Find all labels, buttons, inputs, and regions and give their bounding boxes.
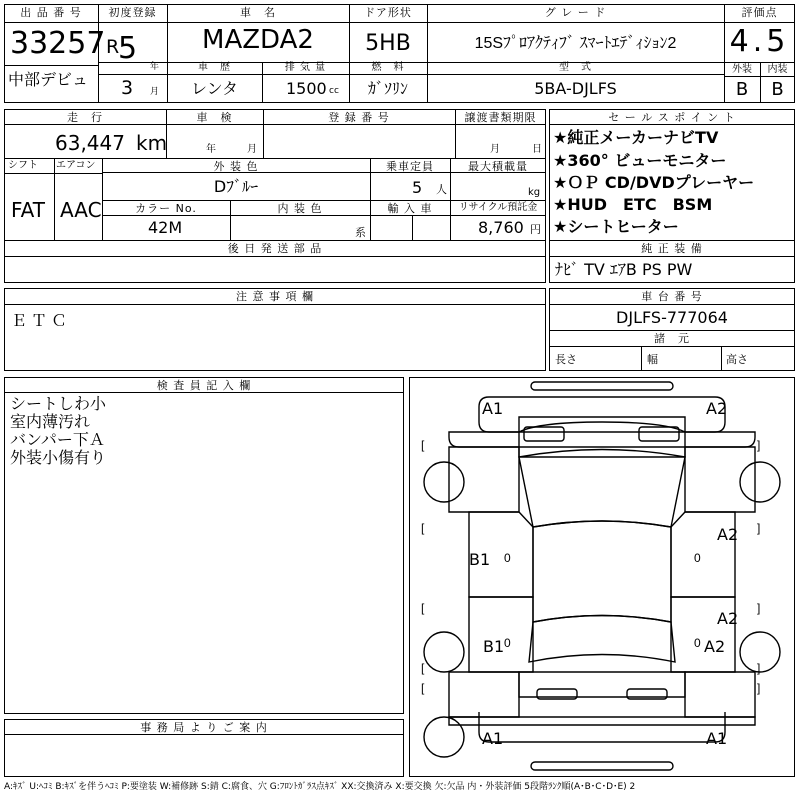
door-type: 5HB — [365, 31, 411, 56]
capacity-label: 乗車定員 — [386, 160, 434, 173]
load-label: 最大積載量 — [468, 160, 528, 173]
mark-left-front-door: B1 — [469, 550, 491, 569]
mileage-value: 63,447 — [55, 131, 125, 155]
mark-rear-right: A1 — [706, 729, 728, 748]
mark-right-rear: A2 — [717, 609, 739, 628]
insp-month-unit: 月 — [247, 144, 257, 155]
sales-points-label: セ ー ル ス ポ イ ン ト — [608, 111, 736, 124]
mileage-label: 走 行 — [67, 111, 103, 124]
shipping-label: 後 日 発 送 部 品 — [227, 242, 323, 255]
shift-value: FAT — [11, 198, 46, 222]
svg-text:[: [ — [421, 661, 425, 675]
import-label: 輸 入 車 — [387, 202, 433, 215]
svg-text:]: ] — [757, 601, 761, 615]
mark-right-front-door: A2 — [717, 525, 739, 544]
fuel-value: ｶﾞｿﾘﾝ — [367, 79, 408, 98]
load-unit: kg — [528, 187, 541, 198]
ac-value: AAC — [60, 198, 102, 222]
svg-text:]: ] — [757, 661, 761, 675]
width-label: 幅 — [647, 353, 658, 366]
trans-day-unit: 日 — [532, 144, 542, 155]
mark-left-rear: B1 — [483, 637, 505, 656]
recycle-value: 8,760 — [478, 218, 524, 237]
svg-text:0: 0 — [504, 551, 511, 565]
displacement-value: 1500 — [286, 79, 327, 98]
interior-grade: B — [771, 79, 784, 100]
reg-year: 5 — [118, 31, 138, 66]
mark-right-rear-2: A2 — [704, 637, 726, 656]
sales-point-4: ★HUD ETC BSM — [553, 195, 713, 214]
int-color-unit: 系 — [355, 226, 366, 239]
recycle-label: リサイクル預託金 — [458, 202, 538, 213]
svg-text:[: [ — [421, 438, 425, 452]
sales-point-3: ★ＯＰ CD/DVDプレーヤー — [553, 173, 755, 192]
equipment-value: ﾅﾋﾞ TV ｴｱB PS PW — [555, 260, 693, 279]
recycle-unit: 円 — [530, 223, 541, 236]
lot-number: 33257 — [10, 26, 106, 61]
inspector-line-2: 室内薄汚れ — [10, 412, 91, 431]
svg-text:]: ] — [757, 681, 761, 695]
inspector-line-4: 外装小傷有り — [10, 448, 107, 467]
legend-text: A:ｷｽﾞ U:ﾍｺﾐ B:ｷｽﾞを伴うﾍｺﾐ P:要塗装 W:補修跡 S:錆 C:腐食、穴 G:ﾌﾛﾝﾄｶﾞﾗｽ点ｷｽﾞ XX:交換済み X:要交換 欠:欠品 内・外装評価 5段階ﾗﾝｸ順(A･B･C･D･E) 2 — [4, 782, 636, 792]
regno-label: 登 録 番 号 — [328, 111, 390, 124]
equipment-label: 純 正 装 備 — [641, 242, 703, 255]
displacement-label: 排 気 量 — [284, 62, 327, 73]
notes-value: ＥＴＣ — [11, 311, 72, 330]
history-value: レンタ — [191, 79, 238, 98]
svg-text:]: ] — [757, 438, 761, 452]
model-label: 型 式 — [559, 62, 592, 73]
chassis-label: 車 台 番 号 — [641, 290, 703, 303]
inspector-label: 検 査 員 記 入 欄 — [156, 379, 252, 392]
svg-text:0: 0 — [694, 551, 701, 565]
model-value: 5BA-DJLFS — [534, 79, 617, 98]
svg-text:0: 0 — [504, 636, 511, 650]
svg-text:0: 0 — [694, 636, 701, 650]
car-name: MAZDA2 — [202, 25, 314, 55]
sales-point-2: ★360° ビューモニター — [553, 151, 727, 170]
score-value: 4.5 — [729, 24, 790, 59]
height-label: 高さ — [726, 353, 748, 366]
sales-point-1: ★純正メーカーナビTV — [553, 128, 719, 147]
exterior-label: 外装 — [732, 64, 752, 75]
color-no-value: 42M — [148, 218, 183, 237]
debut-label: 中部デビュ — [8, 70, 89, 89]
reg-month: 3 — [121, 77, 134, 99]
svg-text:[: [ — [421, 521, 425, 535]
length-label: 長さ — [555, 353, 577, 366]
notes-label: 注 意 事 項 欄 — [236, 290, 314, 303]
transfer-label: 譲渡書類期限 — [464, 111, 537, 124]
ac-label: エアコン — [56, 160, 96, 171]
mark-front-left: A1 — [482, 399, 504, 418]
door-label: ドア形状 — [364, 6, 412, 19]
mark-front-right: A2 — [706, 399, 728, 418]
sales-point-5: ★シートヒーター — [553, 217, 679, 236]
car-diagram — [409, 377, 795, 777]
inspector-line-1: シートしわ小 — [10, 394, 107, 413]
mileage-unit: km — [136, 131, 168, 155]
inspection-label: 車 検 — [196, 111, 233, 124]
displacement-unit: cc — [329, 86, 339, 96]
color-no-label: カラー No. — [135, 202, 197, 215]
capacity-unit: 人 — [436, 183, 447, 196]
int-color-label: 内 装 色 — [277, 202, 323, 215]
interior-label: 内装 — [767, 64, 788, 75]
svg-text:]: ] — [757, 521, 761, 535]
svg-text:[: [ — [421, 681, 425, 695]
grade-value: 15Sﾌﾟﾛｱｸﾃｨﾌﾞ ｽﾏｰﾄｴﾃﾞｨｼｮﾝ2 — [474, 35, 677, 52]
grade-label: グ レ ー ド — [544, 6, 607, 19]
fuel-label: 燃 料 — [371, 62, 405, 73]
office-label: 事 務 局 よ り ご 案 内 — [140, 721, 268, 734]
ext-color-value: Dﾌﾞﾙｰ — [213, 177, 259, 196]
capacity-value: 5 — [412, 178, 423, 197]
inspector-line-3: バンパー下Ａ — [10, 430, 105, 449]
score-label: 評価点 — [741, 6, 778, 19]
first-reg-label: 初度登録 — [108, 6, 157, 19]
trans-month-unit: 月 — [490, 144, 500, 155]
svg-text:[: [ — [421, 601, 425, 615]
year-unit: 年 — [150, 62, 160, 72]
chassis-number: DJLFS-777064 — [616, 308, 728, 327]
ext-color-label: 外 装 色 — [213, 160, 259, 173]
mark-rear-left: A1 — [482, 729, 504, 748]
insp-year-unit: 年 — [206, 144, 216, 155]
exterior-grade: B — [735, 79, 749, 100]
dims-label: 諸 元 — [654, 332, 690, 345]
month-unit: 月 — [150, 87, 160, 97]
era: R — [106, 36, 120, 58]
car-name-label: 車 名 — [240, 6, 276, 19]
lot-number-label: 出 品 番 号 — [20, 6, 82, 19]
shift-label: シフト — [8, 160, 38, 171]
history-label: 車 歴 — [198, 62, 231, 73]
